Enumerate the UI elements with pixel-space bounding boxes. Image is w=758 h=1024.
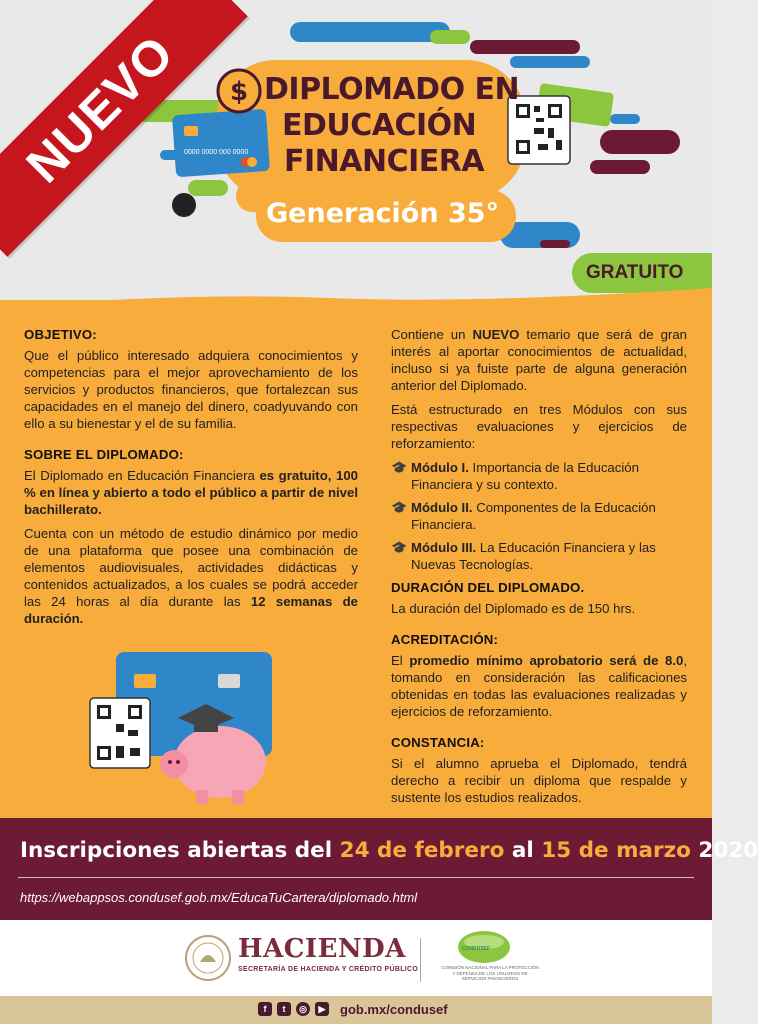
year: 2020: [690, 838, 758, 863]
acreditacion-heading: ACREDITACIÓN:: [391, 632, 499, 647]
hacienda-subtitle: SECRETARÍA DE HACIENDA Y CRÉDITO PÚBLICO: [238, 966, 419, 973]
sobre-p1-bold: es gratuito, 100 % en línea y abierto a todo el público a partir de nivel bachillerato.: [24, 468, 358, 517]
ribbon-label: NUEVO: [15, 24, 185, 194]
mexico-seal-icon: [184, 934, 232, 982]
header-banner: [0, 0, 712, 300]
card-number: 0000 0000 000 0000: [184, 149, 249, 156]
free-badge-label: GRATUITO: [586, 262, 684, 283]
decor-pill: [470, 40, 580, 54]
social-handle[interactable]: gob.mx/condusef: [340, 1002, 448, 1017]
sobre-paragraph-2: [24, 525, 358, 627]
sobre-p1-text: El Diplomado en Educación Financiera: [24, 468, 260, 483]
constancia-text: Si el alumno aprueba el Diplomado, tendrá derecho a recibir un diploma que respalde y sustente los estudios realizados.: [391, 756, 687, 805]
decor-pill: [540, 240, 570, 248]
decor-pill: [290, 22, 450, 42]
inscr-c: al: [504, 838, 542, 863]
hacienda-logo-text: HACIENDA: [238, 934, 406, 964]
constancia-section: [391, 734, 687, 806]
left-column: [24, 326, 358, 641]
module-desc: Importancia de la Educación Financiera y su contexto.: [411, 460, 639, 492]
duracion-heading: DURACIÓN DEL DIPLOMADO.: [391, 580, 585, 595]
acred-a: El: [391, 653, 410, 668]
start-date: 24 de febrero: [339, 838, 505, 863]
module-item: [391, 499, 687, 533]
title-line-1: DIPLOMADO EN: [264, 72, 520, 107]
registration-dates: [20, 838, 758, 863]
facebook-icon[interactable]: f: [258, 1002, 272, 1016]
instagram-icon[interactable]: ◎: [296, 1002, 310, 1016]
objetivo-text: Que el público interesado adquiera conocimientos y competencias para el mejor aprovechamiento de los servicios y productos financieros, que fortalezcan sus capacidades en el manejo del dinero, coadyuvando con ello a su bienestar y el de su familia.: [24, 348, 358, 431]
generation-label: Generación 35°: [266, 198, 500, 229]
estructura-text: Está estructurado en tres Módulos con sus respectivas evaluaciones y ejercicios de reforzamiento:: [391, 402, 687, 451]
graduation-cap-icon: 🎓: [391, 540, 408, 555]
temario-nuevo: NUEVO: [472, 327, 520, 342]
title-line-3: FINANCIERA: [284, 144, 485, 179]
module-label: Módulo I.: [411, 460, 469, 475]
decor-pill: [510, 56, 590, 68]
decor-pill: [430, 30, 470, 44]
acred-c: , tomando en consideración las calificaciones obtenidas en todas las evaluaciones realizadas y ejercicios de reforzamiento.: [391, 653, 687, 719]
acreditacion-section: [391, 631, 687, 720]
end-date: 15 de marzo: [541, 838, 691, 863]
registration-link[interactable]: https://webappsos.condusef.gob.mx/EducaTuCartera/diplomado.html: [20, 890, 418, 905]
objetivo-section: [24, 326, 358, 432]
constancia-heading: CONSTANCIA:: [391, 735, 485, 750]
acreditacion-text: [391, 652, 687, 720]
qr-code-icon: [508, 88, 616, 168]
temario-a: Contiene un: [391, 327, 473, 342]
sobre-section: [24, 446, 358, 627]
youtube-icon[interactable]: ▶: [315, 1002, 329, 1016]
duracion-text: La duración del Diplomado es de 150 hrs.: [391, 601, 636, 616]
logo-divider: [420, 938, 421, 982]
sobre-heading: SOBRE EL DIPLOMADO:: [24, 447, 184, 462]
sobre-paragraph-1: [24, 467, 358, 518]
social-icons: [258, 1002, 329, 1016]
module-item: [391, 459, 687, 493]
graduation-cap-icon: 🎓: [391, 500, 408, 515]
title-line-2: EDUCACIÓN: [282, 108, 477, 143]
module-text: [411, 459, 687, 493]
module-item: [391, 539, 687, 573]
objetivo-heading: OBJETIVO:: [24, 327, 97, 342]
svg-text:$: $: [229, 77, 249, 107]
footer-logos: [0, 920, 712, 996]
module-label: Módulo II.: [411, 500, 473, 515]
inscr-a: Inscripciones abiertas del: [20, 838, 340, 863]
divider: [18, 877, 694, 878]
module-label: Módulo III.: [411, 540, 477, 555]
temario-c: temario que será de gran interés al aportar conocimientos de actualidad, incluso si ya fuiste parte de alguna generación anterior del Diplomado.: [391, 327, 687, 393]
acred-bold: promedio mínimo aprobatorio será de 8.0: [409, 653, 684, 668]
temario-text: [391, 326, 687, 394]
sobre-p2-text: Cuenta con un método de estudio dinámico por medio de una plataforma que posee una combinación de elementos audiovisuales, actividades didácticas y contenidos actualizados, a los cuales se podrá acceder las 24 horas al día durante las: [24, 526, 358, 609]
module-desc: La Educación Financiera y las Nuevas Tecnologías.: [411, 540, 656, 572]
condusef-subtitle: COMISIÓN NACIONAL PARA LA PROTECCIÓN Y DEFENSA DE LOS USUARIOS DE SERVICIOS FINANCIEROS: [441, 965, 539, 981]
graduation-cap-icon: 🎓: [391, 460, 408, 475]
twitter-icon[interactable]: t: [277, 1002, 291, 1016]
module-text: [411, 499, 687, 533]
registration-band: [0, 818, 758, 920]
piggy-bank-illustration: [86, 650, 286, 810]
module-text: [411, 539, 687, 573]
module-desc: Componentes de la Educación Financiera.: [411, 500, 656, 532]
sobre-p2-bold: 12 semanas de duración.: [24, 594, 359, 626]
social-bar: [0, 996, 712, 1024]
duracion-section: [391, 579, 687, 617]
right-column: [391, 326, 687, 820]
condusef-logo-text: CONDUSEF: [462, 946, 491, 952]
